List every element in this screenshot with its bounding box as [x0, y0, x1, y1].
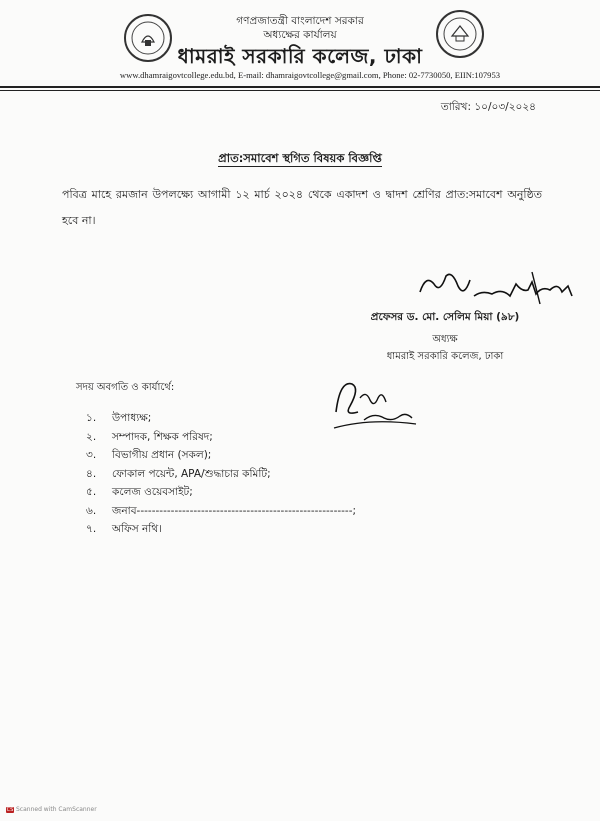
- notice-body: পবিত্র মাহে রমজান উপলক্ষ্যে আগামী ১২ মার্চ ২০২৪ থেকে একাদশ ও দ্বাদশ শ্রেণির প্রাত:সমাবেশ অনুষ্ঠিত হবে না।: [62, 188, 542, 227]
- cc-item-text: ফোকাল পয়েন্ট, APA/শুদ্ধাচার কমিটি;: [112, 467, 271, 480]
- cc-item: [86, 446, 426, 465]
- cc-item-text: অফিস নথি।: [112, 523, 162, 535]
- camscanner-icon: CS: [6, 806, 14, 813]
- government-line: গণপ্রজাতন্ত্রী বাংলাদেশ সরকার: [236, 15, 364, 27]
- header-divider-thin: [0, 90, 600, 91]
- college-name: ধামরাই সরকারি কলেজ, ঢাকা: [177, 44, 423, 68]
- cc-item-text: সম্পাদক, শিক্ষক পরিষদ;: [112, 430, 213, 443]
- cc-item-text: উপাধ্যক্ষ;: [112, 412, 152, 424]
- date-line: তারিখ: ১০/০৩/২০২৪: [440, 101, 536, 113]
- cc-item: [86, 520, 426, 539]
- cc-item-text: বিভাগীয় প্রধান (সকল);: [112, 449, 212, 461]
- cc-item-number: ২.: [86, 430, 97, 443]
- cc-item-number: ৫.: [86, 486, 97, 498]
- principal-signature: [412, 262, 582, 316]
- cc-item-text: কলেজ ওয়েবসাইট;: [112, 486, 193, 498]
- header-divider: [0, 86, 600, 88]
- scanner-watermark-text: Scanned with CamScanner: [16, 806, 97, 813]
- notice-subject: [0, 150, 600, 169]
- cc-item: [86, 428, 426, 447]
- cc-item-number: ৪.: [86, 467, 97, 480]
- cc-heading: সদয় অবগতি ও কার্যার্থে:: [76, 382, 175, 393]
- contact-line: www.dhamraigovtcollege.edu.bd, E-mail: dhamraigovtcollege@gmail.com, Phone: 02-7730050, EIIN:107953: [119, 70, 501, 80]
- cc-item-number: ৭.: [86, 523, 97, 535]
- cc-item: [86, 409, 426, 428]
- signatory-institution: ধামরাই সরকারি কলেজ, ঢাকা: [386, 351, 504, 362]
- cc-item: [86, 465, 426, 484]
- cc-item-number: ৬.: [86, 504, 97, 517]
- scanner-watermark: [6, 806, 97, 813]
- signatory-name: প্রফেসর ড. মো. সেলিম মিয়া (৯৮): [370, 311, 520, 323]
- cc-item-number: ৩.: [86, 449, 97, 461]
- office-line: অধ্যক্ষের কার্যালয়: [263, 29, 337, 41]
- cc-item: [86, 483, 426, 502]
- notice-subject-text: প্রাত:সমাবেশ স্থগিত বিষয়ক বিজ্ঞপ্তি: [218, 151, 382, 165]
- signatory-title: অধ্যক্ষ: [432, 334, 458, 345]
- cc-item-text: জনাব---------------------------------------------------------;: [112, 504, 357, 517]
- cc-list: [86, 409, 426, 539]
- cc-item: [86, 502, 426, 521]
- cc-item-number: ১.: [86, 412, 97, 424]
